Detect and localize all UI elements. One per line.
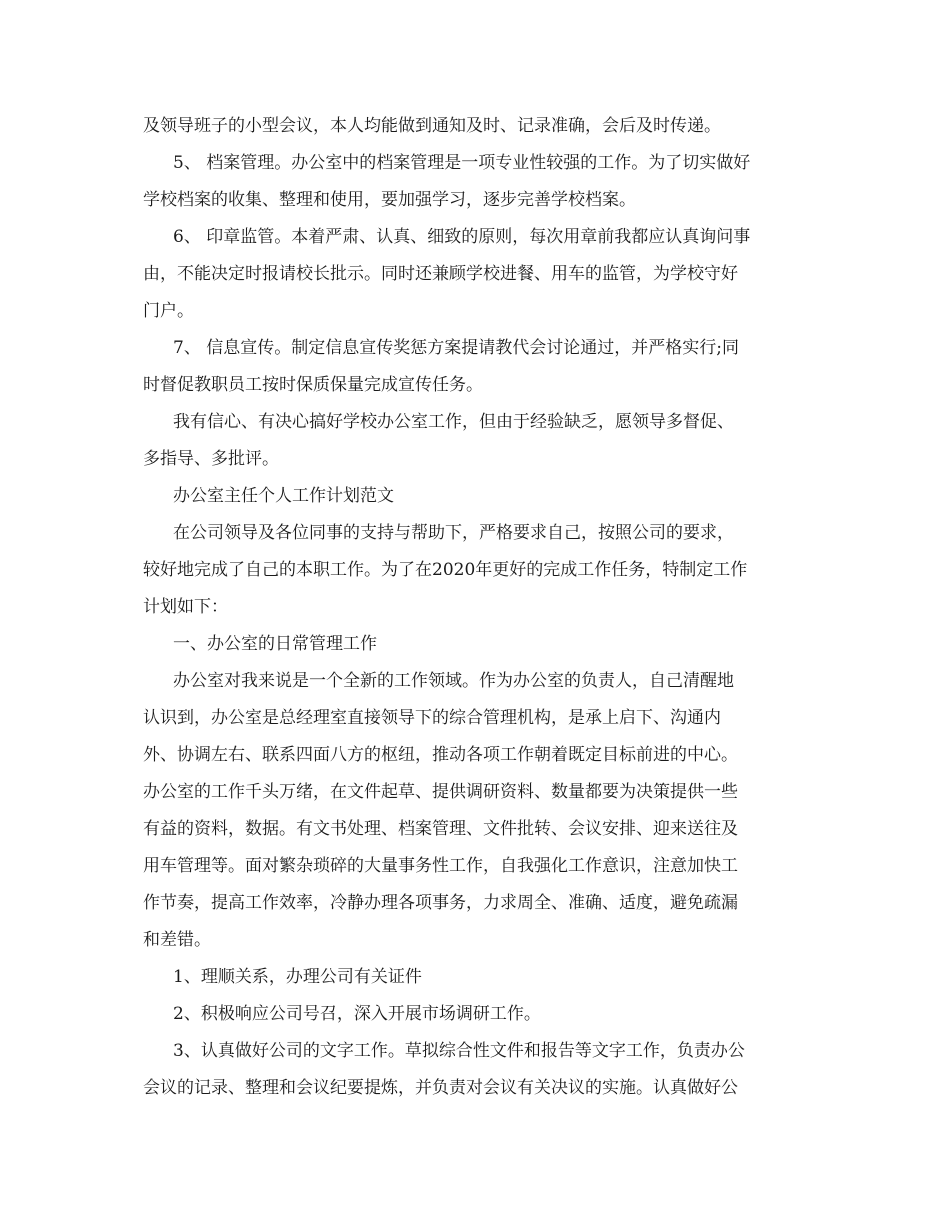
list-item: 1、理顺关系，办理公司有关证件 xyxy=(173,967,422,987)
text-line: 用车管理等。面对繁杂琐碎的大量事务性工作，自我强化工作意识，注意加快工 xyxy=(143,856,738,876)
text-line: 作节奏，提高工作效率，冷静办理各项事务，力求周全、准确、适度，避免疏漏 xyxy=(143,893,738,913)
text-line: 6、 印章监管。本着严肃、认真、细致的原则，每次用章前我都应认真询问事 xyxy=(173,227,751,247)
text-line: 在公司领导及各位同事的支持与帮助下，严格要求自己，按照公司的要求， xyxy=(173,523,734,543)
text-line: 较好地完成了自己的本职工作。为了在2020年更好的完成工作任务，特制定工作 xyxy=(143,560,748,580)
section-heading: 办公室主任个人工作计划范文 xyxy=(173,486,394,506)
text-line: 和差错。 xyxy=(143,930,211,950)
text-line: 学校档案的收集、整理和使用，要加强学习，逐步完善学校档案。 xyxy=(143,190,636,210)
text-line: 及领导班子的小型会议，本人均能做到通知及时、记录准确，会后及时传递。 xyxy=(143,116,721,136)
text-line: 我有信心、有决心搞好学校办公室工作，但由于经验缺乏，愿领导多督促、 xyxy=(173,412,734,432)
text-line: 办公室对我来说是一个全新的工作领域。作为办公室的负责人，自己清醒地 xyxy=(173,671,734,691)
text-line: 外、协调左右、联系四面八方的枢纽，推动各项工作朝着既定目标前进的中心。 xyxy=(143,745,738,765)
list-item: 2、积极响应公司号召，深入开展市场调研工作。 xyxy=(173,1004,541,1024)
list-item: 3、认真做好公司的文字工作。草拟综合性文件和报告等文字工作，负责办公 xyxy=(173,1041,745,1061)
text-line: 办公室的工作千头万绪，在文件起草、提供调研资料、数量都要为决策提供一些 xyxy=(143,782,738,802)
text-line: 认识到，办公室是总经理室直接领导下的综合管理机构，是承上启下、沟通内 xyxy=(143,708,721,728)
text-line: 有益的资料，数据。有文书处理、档案管理、文件批转、会议安排、迎来送往及 xyxy=(143,819,738,839)
text-line: 由，不能决定时报请校长批示。同时还兼顾学校进餐、用车的监管，为学校守好 xyxy=(143,264,738,284)
text-line: 会议的记录、整理和会议纪要提炼，并负责对会议有关决议的实施。认真做好公 xyxy=(143,1078,738,1098)
text-line: 门户。 xyxy=(143,301,194,321)
section-heading: 一、办公室的日常管理工作 xyxy=(173,634,377,654)
text-line: 时督促教职员工按时保质保量完成宣传任务。 xyxy=(143,375,483,395)
text-line: 多指导、多批评。 xyxy=(143,449,279,469)
text-line: 5、 档案管理。办公室中的档案管理是一项专业性较强的工作。为了切实做好 xyxy=(173,153,751,173)
text-line: 7、 信息宣传。制定信息宣传奖惩方案提请教代会讨论通过，并严格实行;同 xyxy=(173,338,739,358)
text-line: 计划如下： xyxy=(143,597,228,617)
